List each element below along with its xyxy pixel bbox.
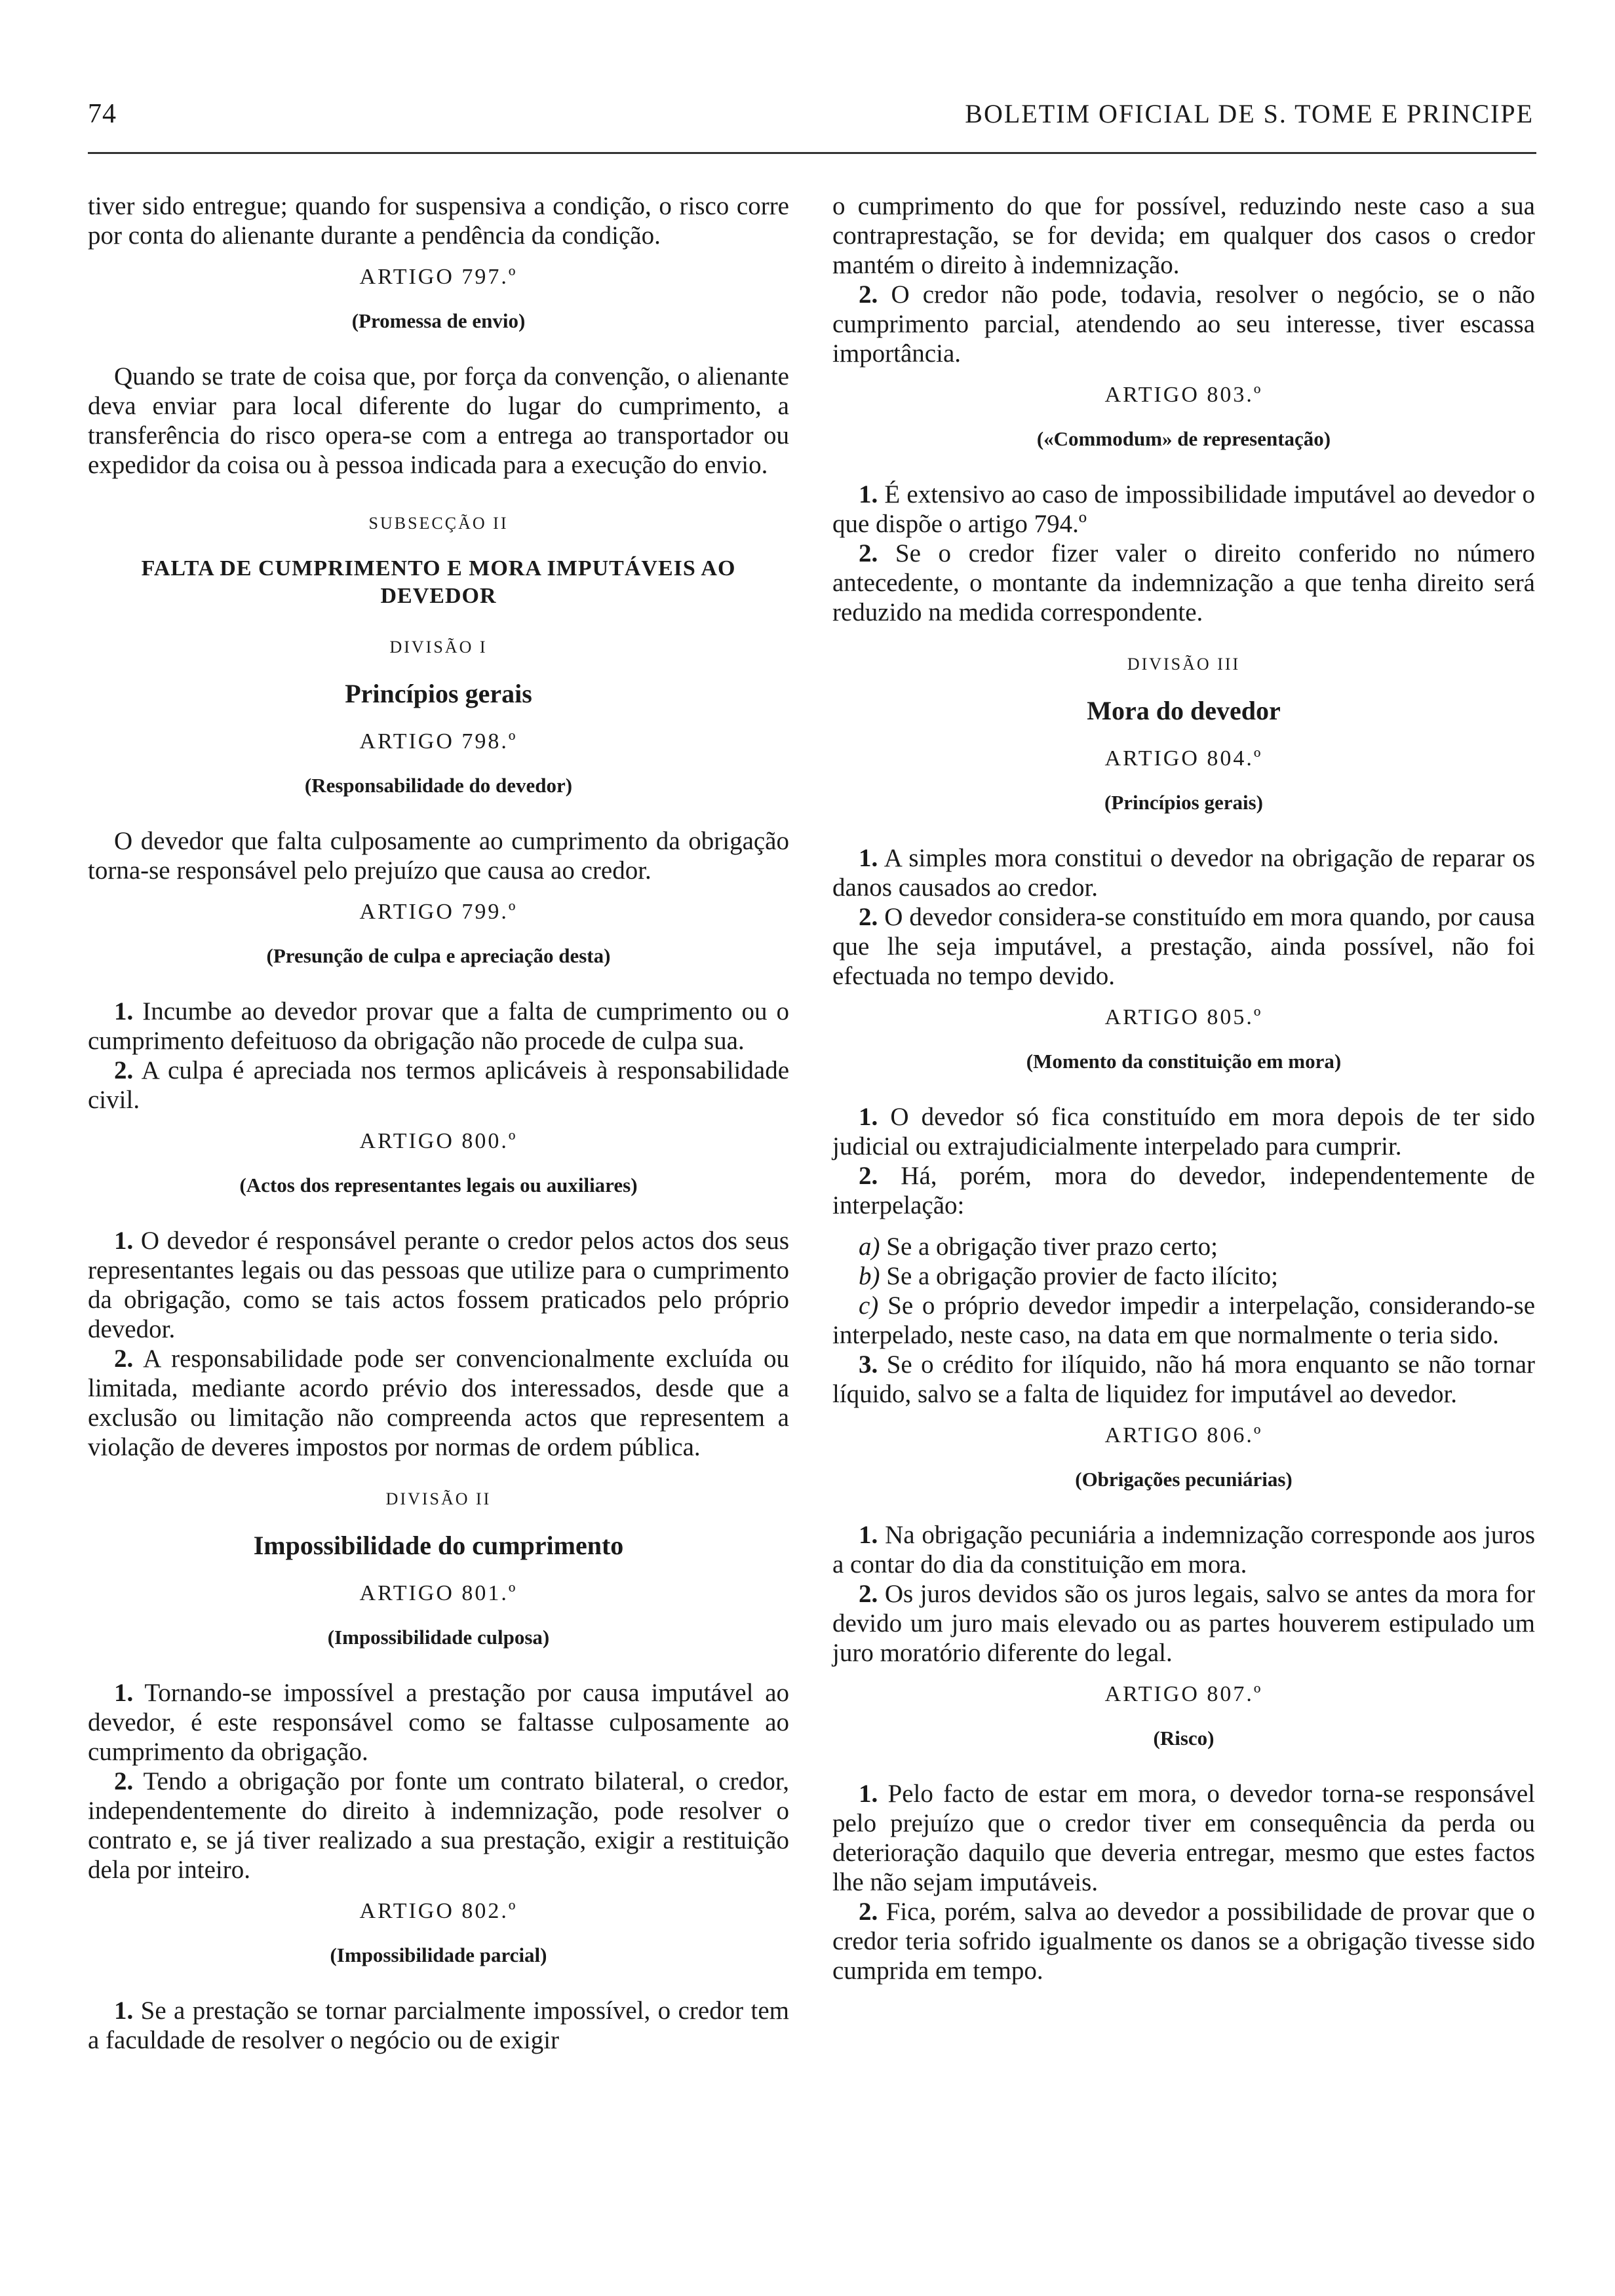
numbered-paragraph [832, 843, 1535, 902]
article-heading: (Actos dos representantes legais ou auxiliares) [239, 1174, 638, 1196]
article-title: ARTIGO 799.º [359, 900, 518, 924]
item-text: Se o credor fizer valer o direito conferido no número antecedente, o montante da indemnização a que tenha direito será reduzido na medida correspondente. [832, 539, 1535, 626]
numbered-paragraph [88, 1226, 789, 1344]
numbered-paragraph [832, 1779, 1535, 1897]
article-title: ARTIGO 806.º [1104, 1423, 1263, 1447]
item-letter: c) [859, 1292, 879, 1320]
item-text: Se o próprio devedor impedir a interpelação, considerando-se interpelado, neste caso, na data em que normalmente o teria sido. [832, 1292, 1536, 1349]
numbered-paragraph [88, 1344, 789, 1462]
paragraph: tiver sido entregue; quando for suspensiva a condição, o risco corre por conta do alienante durante a pendência da condição. [88, 192, 789, 250]
item-number: 1. [114, 1679, 134, 1707]
item-number: 1. [859, 1780, 878, 1808]
item-text: Na obrigação pecuniária a indemnização corresponde aos juros a contar do dia da constituição em mora. [832, 1521, 1536, 1578]
paragraph: Quando se trate de coisa que, por força da convenção, o alienante deva enviar para local diferente do lugar do cumprimento, a transferência do risco opera-se com a entrega ao transportador ou expedidor da coisa ou à pessoa indicada para a execução do envio. [88, 362, 789, 479]
item-number: 1. [114, 1997, 134, 2025]
item-number: 2. [859, 539, 878, 567]
item-text: O devedor considera-se constituído em mora quando, por causa que lhe seja imputável, a prestação, ainda possível, não foi efectuada no tempo devido. [832, 903, 1535, 990]
journal-title: BOLETIM OFICIAL DE S. TOME E PRINCIPE [965, 99, 1534, 128]
numbered-paragraph [88, 997, 789, 1056]
article-heading: (Promessa de envio) [351, 309, 526, 332]
item-number: 1. [114, 997, 134, 1025]
numbered-paragraph [832, 1350, 1535, 1409]
article-title: ARTIGO 803.º [1104, 383, 1263, 407]
item-number: 2. [859, 1898, 878, 1926]
item-number: 2. [114, 1056, 134, 1084]
paragraph: O devedor que falta culposamente ao cumprimento da obrigação torna-se responsável pelo prejuízo que causa ao credor. [88, 827, 789, 885]
article-title: ARTIGO 797.º [359, 265, 518, 289]
right-column [832, 191, 1535, 1985]
item-number: 2. [859, 280, 878, 309]
numbered-paragraph [832, 1520, 1535, 1579]
item-text: O devedor só fica constituído em mora depois de ter sido judicial ou extrajudicialmente interpelado para cumprir. [832, 1103, 1536, 1160]
division-label: DIVISÃO I [389, 638, 488, 657]
division-label: DIVISÃO II [385, 1489, 492, 1508]
numbered-paragraph [832, 1897, 1535, 1985]
article-title: ARTIGO 798.º [359, 729, 518, 754]
item-text: Se a prestação se tornar parcialmente impossível, o credor tem a faculdade de resolver o negócio ou de exigir [88, 1997, 789, 2054]
list-item [832, 1291, 1535, 1350]
item-text: Há, porém, mora do devedor, independentemente de interpelação: [832, 1162, 1535, 1219]
item-number: 3. [859, 1350, 878, 1379]
item-text: Os juros devidos são os juros legais, salvo se antes da mora for devido um juro mais elevado ou as partes houverem estipulado um juro moratório diferente do legal. [832, 1580, 1536, 1667]
item-text: Fica, porém, salva ao devedor a possibilidade de provar que o credor teria sofrido igualmente os danos se a obrigação tivesse sido cumprida em tempo. [832, 1898, 1535, 1985]
article-title: ARTIGO 807.º [1104, 1682, 1263, 1706]
item-number: 1. [859, 1103, 878, 1131]
item-text: O credor não pode, todavia, resolver o negócio, se o não cumprimento parcial, atendendo ao seu interesse, tiver escassa importância. [832, 280, 1536, 368]
item-number: 2. [114, 1767, 134, 1795]
header-rule [88, 152, 1536, 154]
article-title: ARTIGO 801.º [359, 1581, 518, 1605]
item-text: Pelo facto de estar em mora, o devedor torna-se responsável pelo prejuízo que o credor tiver em consequência da perda ou deterioração daquilo que deveria entregar, mesmo que estes factos lhe não sejam imputáveis. [832, 1780, 1536, 1896]
item-text: É extensivo ao caso de impossibilidade imputável ao devedor o que dispõe o artigo 794.º [832, 480, 1536, 538]
item-letter: a) [859, 1233, 880, 1261]
numbered-paragraph [88, 1056, 789, 1115]
division-title: Mora do devedor [1087, 696, 1281, 725]
item-number: 2. [859, 1162, 878, 1190]
subsection-label: SUBSECÇÃO II [368, 514, 509, 533]
item-text: A responsabilidade pode ser convencionalmente excluída ou limitada, mediante acordo prévio dos interessados, desde que a exclusão ou limitação não compreenda actos que representem a violação de deveres impostos por normas de ordem pública. [88, 1345, 789, 1461]
article-title: ARTIGO 802.º [359, 1899, 518, 1923]
division-label: DIVISÃO III [1127, 655, 1241, 674]
item-number: 1. [859, 480, 878, 508]
numbered-paragraph [88, 1767, 789, 1885]
page-number: 74 [88, 99, 117, 129]
numbered-paragraph [832, 1102, 1535, 1161]
item-text: A culpa é apreciada nos termos aplicáveis à responsabilidade civil. [88, 1056, 789, 1114]
item-number: 1. [114, 1227, 134, 1255]
item-text: Incumbe ao devedor provar que a falta de cumprimento ou o cumprimento defeituoso da obrigação não procede de culpa sua. [88, 997, 789, 1055]
article-heading: (Princípios gerais) [1104, 791, 1263, 814]
list-item [832, 1261, 1535, 1291]
subsection-title: FALTA DE CUMPRIMENTO E MORA IMPUTÁVEIS AO DEVEDOR [141, 556, 736, 608]
article-title: ARTIGO 800.º [359, 1129, 518, 1153]
division-title: Princípios gerais [345, 679, 532, 708]
numbered-paragraph [832, 902, 1535, 991]
item-number: 1. [859, 1521, 878, 1549]
item-number: 1. [859, 844, 878, 872]
item-number: 2. [114, 1345, 134, 1373]
division-title: Impossibilidade do cumprimento [253, 1531, 624, 1560]
item-text: Se o crédito for ilíquido, não há mora enquanto se não tornar líquido, salvo se a falta de liquidez for imputável ao devedor. [832, 1350, 1536, 1408]
article-heading: (Impossibilidade parcial) [330, 1943, 547, 1966]
item-text: A simples mora constitui o devedor na obrigação de reparar os danos causados ao credor. [832, 844, 1535, 902]
article-heading: (Presunção de culpa e apreciação desta) [266, 944, 611, 967]
article-title: ARTIGO 805.º [1104, 1005, 1263, 1029]
article-heading: (Impossibilidade culposa) [327, 1626, 550, 1649]
article-title: ARTIGO 804.º [1104, 746, 1263, 771]
item-number: 2. [859, 1580, 878, 1608]
article-heading: (Momento da constituição em mora) [1026, 1050, 1342, 1073]
article-heading: (Risco) [1153, 1727, 1215, 1750]
item-letter: b) [859, 1262, 880, 1290]
numbered-paragraph [832, 480, 1535, 539]
numbered-paragraph [832, 1579, 1535, 1668]
item-text: O devedor é responsável perante o credor pelos actos dos seus representantes legais ou das pessoas que utilize para o cumprimento da obrigação, como se tais actos fossem praticados pelo próprio devedor. [88, 1227, 790, 1343]
item-text: Tornando-se impossível a prestação por causa imputável ao devedor, é este responsável como se faltasse culposamente ao cumprimento da obrigação. [88, 1679, 790, 1766]
paragraph: o cumprimento do que for possível, reduzindo neste caso a sua contraprestação, se for devida; em qualquer dos casos o credor mantém o direito à indemnização. [832, 192, 1535, 279]
item-text: Se a obrigação tiver prazo certo; [886, 1233, 1218, 1261]
article-heading: («Commodum» de representação) [1036, 427, 1331, 450]
numbered-paragraph [832, 1161, 1535, 1220]
numbered-paragraph [88, 1996, 789, 2055]
article-heading: (Obrigações pecuniárias) [1075, 1468, 1293, 1491]
numbered-paragraph [88, 1678, 789, 1767]
item-number: 2. [859, 903, 878, 931]
item-text: Se a obrigação provier de facto ilícito; [886, 1262, 1279, 1290]
numbered-paragraph [832, 280, 1535, 368]
article-heading: (Responsabilidade do devedor) [304, 774, 573, 797]
list-item [832, 1232, 1535, 1261]
item-text: Tendo a obrigação por fonte um contrato bilateral, o credor, independentemente do direito à indemnização, pode resolver o contrato e, se já tiver realizado a sua prestação, exigir a restituição dela por inteiro. [88, 1767, 790, 1884]
numbered-paragraph [832, 539, 1535, 627]
left-column [88, 191, 789, 2055]
